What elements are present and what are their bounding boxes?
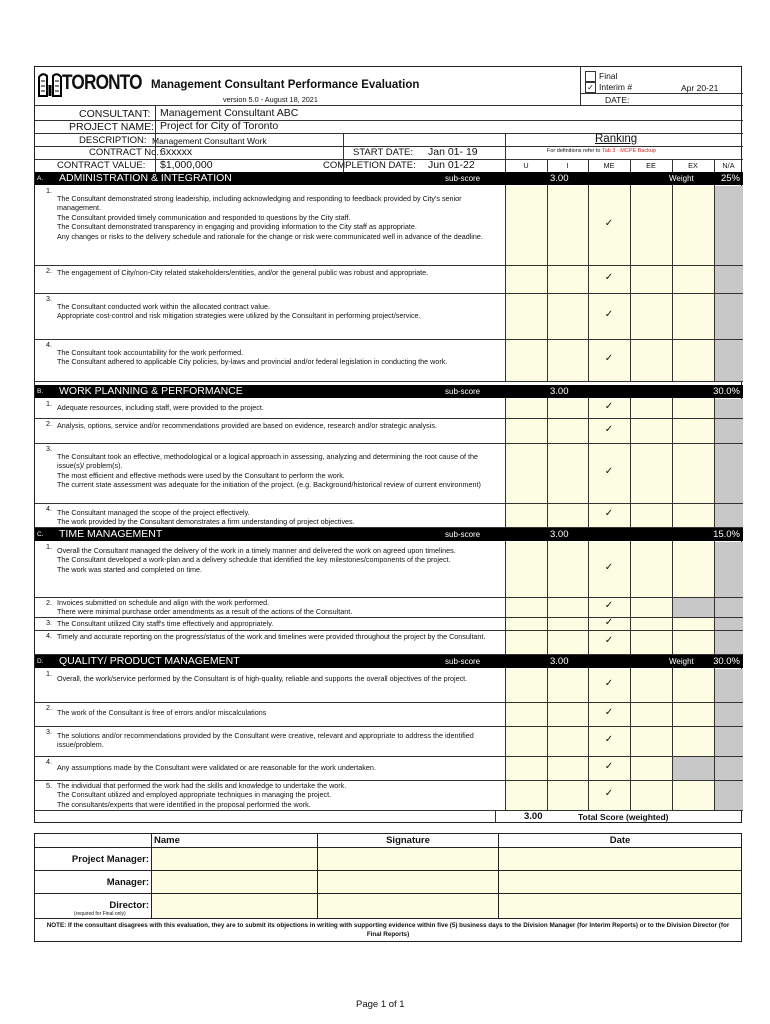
ranking-cell[interactable] bbox=[548, 294, 588, 339]
item-text: Adequate resources, including staff, were provided to the project. bbox=[57, 403, 264, 412]
item-number: 4. bbox=[46, 757, 52, 766]
final-checkbox[interactable] bbox=[585, 71, 596, 82]
ranking-cell[interactable] bbox=[506, 444, 547, 503]
ranking-cell[interactable] bbox=[548, 669, 588, 702]
col-signature: Signature bbox=[318, 834, 499, 848]
start-date-label: START DATE: bbox=[353, 147, 414, 158]
weight-value: 15.0% bbox=[713, 529, 740, 540]
ranking-cell[interactable] bbox=[631, 444, 672, 503]
weight-label: Weight bbox=[669, 657, 694, 666]
form-version: version 5.0 - August 18, 2021 bbox=[223, 95, 318, 104]
section-letter: C. bbox=[37, 531, 44, 538]
item-text: The Consultant took an effective, methodological or a logical approach in assessing, analyzing and determining the root cause of the issue(s)/ problem(s). The most efficient and effective methods were used by the Consultant to perform the work. The current state assessment was adequate for the initiation of the project. (e.g. Background/historical review of current environment) bbox=[57, 452, 481, 490]
ranking-cell[interactable] bbox=[548, 598, 588, 617]
toronto-logo bbox=[38, 70, 144, 98]
check-icon: ✓ bbox=[604, 761, 614, 772]
ranking-col-u: U bbox=[523, 161, 529, 170]
ranking-cell[interactable] bbox=[506, 618, 547, 630]
contract-value-value: $1,000,000 bbox=[160, 159, 213, 171]
ranking-title: Ranking bbox=[595, 133, 638, 145]
check-icon: ✓ bbox=[604, 707, 614, 718]
ranking-cell[interactable] bbox=[631, 186, 672, 265]
item-text: Overall the Consultant managed the delivery of the work in a timely manner and delivered the work on agreed upon timelines. The Consultant developed a work-plan and a delivery schedule that identified the key milestones/components of the project. The work was started and completed on time. bbox=[57, 546, 456, 574]
ranking-cell[interactable] bbox=[631, 542, 672, 597]
item-text: The Consultant demonstrated strong leadership, including acknowledging and responding to feedback provided by City's senior management. The Consultant provided timely communication and responded to questions by the City staff. The Consultant demonstrated transparency in engaging and providing information to the City staff as appropriate. Any changes or risks to the delivery schedule and rationale for the change or risk were communicated well in advance of the deadline. bbox=[57, 194, 483, 241]
ranking-cell[interactable] bbox=[548, 399, 588, 418]
item-text: Analysis, options, service and/or recommendations provided are based on evidence, research and/or strategic analysis. bbox=[57, 421, 437, 430]
weight-value: 30.0% bbox=[713, 656, 740, 667]
ranking-cell[interactable] bbox=[631, 504, 672, 527]
check-icon: ✓ bbox=[604, 353, 614, 364]
item-number: 5. bbox=[46, 781, 52, 790]
section-letter: B. bbox=[37, 388, 44, 395]
director-date-field[interactable] bbox=[499, 894, 742, 919]
ranking-cell[interactable] bbox=[506, 598, 547, 617]
subscore-label: sub-score bbox=[445, 387, 481, 396]
completion-date-value: Jun 01-22 bbox=[428, 159, 475, 171]
ranking-col-i: I bbox=[566, 161, 569, 170]
director-signature-field[interactable] bbox=[318, 894, 499, 919]
item-number: 4. bbox=[46, 340, 52, 349]
ranking-cell[interactable] bbox=[673, 598, 714, 617]
contract-value-label: CONTRACT VALUE: bbox=[57, 160, 146, 171]
check-icon: ✓ bbox=[604, 218, 614, 229]
item-text: The Consultant utilized City staff's time effectively and appropriately. bbox=[57, 619, 274, 628]
ranking-cell[interactable] bbox=[673, 703, 714, 726]
ranking-cell[interactable] bbox=[548, 781, 588, 810]
ranking-cell[interactable] bbox=[506, 631, 547, 654]
ranking-cell bbox=[715, 781, 743, 810]
ranking-cell bbox=[715, 504, 743, 527]
row-project-manager: Project Manager: bbox=[35, 848, 152, 871]
final-label: Final bbox=[599, 71, 618, 81]
ranking-cell[interactable] bbox=[506, 542, 547, 597]
ranking-cell[interactable] bbox=[548, 419, 588, 443]
subscore-value: 3.00 bbox=[550, 529, 569, 540]
item-number: 1. bbox=[46, 669, 52, 678]
item-number: 2. bbox=[46, 419, 52, 428]
ranking-cell[interactable] bbox=[548, 266, 588, 293]
director-label: Director: bbox=[109, 900, 149, 911]
item-text: The solutions and/or recommendations provided by the Consultant were creative, relevant and appropriate to address the identified issue/problem. bbox=[57, 731, 474, 750]
item-text: Timely and accurate reporting on the progress/status of the work and timelines were provided throughout the project by the Consultant. bbox=[57, 632, 486, 641]
section-title: TIME MANAGEMENT bbox=[59, 528, 163, 540]
ranking-cell[interactable] bbox=[631, 419, 672, 443]
ranking-cell[interactable] bbox=[548, 186, 588, 265]
ranking-cell[interactable] bbox=[673, 266, 714, 293]
ranking-cell[interactable] bbox=[506, 703, 547, 726]
subscore-value: 3.00 bbox=[550, 173, 569, 184]
pm-name-field[interactable] bbox=[152, 848, 318, 871]
ranking-cell bbox=[715, 266, 743, 293]
manager-signature-field[interactable] bbox=[318, 871, 499, 894]
ranking-cell[interactable] bbox=[631, 266, 672, 293]
subscore-value: 3.00 bbox=[550, 386, 569, 397]
ranking-cell[interactable] bbox=[673, 444, 714, 503]
ranking-note-link[interactable]: Tab 3 - MCPE Backup bbox=[601, 148, 657, 154]
date-label: DATE: bbox=[605, 95, 630, 105]
row-manager: Manager: bbox=[35, 871, 152, 894]
ranking-cell[interactable] bbox=[506, 399, 547, 418]
project-name-label: PROJECT NAME: bbox=[69, 121, 154, 133]
check-icon: ✓ bbox=[604, 734, 614, 745]
item-text: The Consultant managed the scope of the project effectively. The work provided by the Consultant demonstrates a firm understanding of project objectives. bbox=[57, 508, 355, 527]
pm-date-field[interactable] bbox=[499, 848, 742, 871]
ranking-cell[interactable] bbox=[631, 340, 672, 381]
interim-date: Apr 20-21 bbox=[681, 83, 719, 93]
disagreement-note: NOTE: If the consultant disagrees with this evaluation, they are to submit its objections in writing with supporting evidence within five (5) business days to the Division Manager (for Interim Reports) or to the Division Director (for Final Reports) bbox=[35, 919, 742, 942]
item-number: 3. bbox=[46, 444, 52, 453]
item-number: 1. bbox=[46, 542, 52, 551]
ranking-cell[interactable] bbox=[506, 419, 547, 443]
item-text: Overall, the work/service performed by the Consultant is of high-quality, reliable and supports the overall objectives of the project. bbox=[57, 674, 468, 683]
ranking-col-na: N/A bbox=[722, 161, 735, 170]
ranking-cell[interactable] bbox=[548, 444, 588, 503]
pm-signature-field[interactable] bbox=[318, 848, 499, 871]
ranking-cell[interactable] bbox=[673, 419, 714, 443]
ranking-cell bbox=[715, 186, 743, 265]
ranking-cell[interactable] bbox=[506, 294, 547, 339]
ranking-cell[interactable] bbox=[673, 631, 714, 654]
ranking-cell[interactable] bbox=[631, 631, 672, 654]
ranking-cell[interactable] bbox=[631, 781, 672, 810]
subscore-label: sub-score bbox=[445, 530, 481, 539]
signature-table bbox=[34, 833, 742, 942]
page-number: Page 1 of 1 bbox=[356, 999, 405, 1010]
section-title: ADMINISTRATION & INTEGRATION bbox=[59, 172, 232, 184]
check-icon: ✓ bbox=[604, 508, 614, 519]
item-text: The individual that performed the work had the skills and knowledge to undertake the work. The Consultant utilized and employed appropriate techniques in managing the project. The consultants/experts that were identified in the proposal performed the work. bbox=[57, 781, 347, 809]
item-number: 2. bbox=[46, 703, 52, 712]
ranking-note-text: For definitions refer to bbox=[547, 148, 602, 154]
ranking-col-ex: EX bbox=[688, 161, 698, 170]
weight-label: Weight bbox=[669, 174, 694, 183]
director-note: (required for Final only) bbox=[74, 911, 126, 917]
ranking-cell[interactable] bbox=[673, 340, 714, 381]
total-score-value: 3.00 bbox=[524, 811, 543, 822]
subscore-value: 3.00 bbox=[550, 656, 569, 667]
item-text: The Consultant conducted work within the allocated contract value. Appropriate cost-control and risk mitigation strategies were utilized by the Consultant in performing project/service. bbox=[57, 302, 421, 321]
ranking-cell[interactable] bbox=[631, 669, 672, 702]
col-name: Name bbox=[152, 834, 318, 848]
ranking-cell[interactable] bbox=[506, 266, 547, 293]
ranking-cell bbox=[715, 727, 743, 756]
ranking-cell[interactable] bbox=[673, 294, 714, 339]
item-text: The engagement of City/non-City related stakeholders/entities, and/or the general public was robust and appropriate. bbox=[57, 268, 429, 277]
item-number: 2. bbox=[46, 598, 52, 607]
item-number: 1. bbox=[46, 186, 52, 195]
form-title: Management Consultant Performance Evaluation bbox=[151, 79, 420, 91]
ranking-cell[interactable] bbox=[673, 399, 714, 418]
ranking-cell[interactable] bbox=[631, 618, 672, 630]
interim-checkbox[interactable]: ✓ bbox=[585, 82, 596, 93]
col-date: Date bbox=[499, 834, 742, 848]
ranking-cell[interactable] bbox=[631, 757, 672, 780]
ranking-cell[interactable] bbox=[673, 186, 714, 265]
ranking-cell[interactable] bbox=[631, 399, 672, 418]
weight-value: 25% bbox=[720, 173, 740, 184]
ranking-cell[interactable] bbox=[506, 340, 547, 381]
ranking-cell[interactable] bbox=[548, 703, 588, 726]
ranking-cell[interactable] bbox=[506, 781, 547, 810]
ranking-cell[interactable] bbox=[506, 504, 547, 527]
check-icon: ✓ bbox=[604, 401, 614, 412]
completion-date-label: COMPLETION DATE: bbox=[323, 160, 416, 171]
consultant-label: CONSULTANT: bbox=[79, 108, 151, 120]
ranking-cell bbox=[715, 444, 743, 503]
description-label: DESCRIPTION: bbox=[79, 135, 147, 146]
item-number: 4. bbox=[46, 631, 52, 640]
section-header bbox=[35, 655, 743, 668]
ranking-cell[interactable] bbox=[548, 757, 588, 780]
section-header bbox=[35, 385, 743, 398]
ranking-cell[interactable] bbox=[673, 618, 714, 630]
subscore-label: sub-score bbox=[445, 657, 481, 666]
check-icon: ✓ bbox=[604, 562, 614, 573]
ranking-cell[interactable] bbox=[506, 757, 547, 780]
ranking-cell[interactable] bbox=[631, 727, 672, 756]
check-icon: ✓ bbox=[604, 466, 614, 477]
ranking-col-ee: EE bbox=[646, 161, 656, 170]
ranking-cell[interactable] bbox=[506, 669, 547, 702]
ranking-cell bbox=[715, 542, 743, 597]
item-text: The work of the Consultant is free of errors and/or miscalculations bbox=[57, 708, 267, 717]
section-title: WORK PLANNING & PERFORMANCE bbox=[59, 385, 243, 397]
consultant-value: Management Consultant ABC bbox=[160, 107, 299, 119]
ranking-cell bbox=[715, 669, 743, 702]
contract-no-value: 6xxxxx bbox=[160, 146, 193, 158]
ranking-cell[interactable] bbox=[506, 186, 547, 265]
ranking-note bbox=[547, 148, 656, 154]
section-letter: D. bbox=[37, 658, 44, 665]
director-name-field[interactable] bbox=[152, 894, 318, 919]
city-hall-icon bbox=[38, 71, 62, 97]
total-score-label: Total Score (weighted) bbox=[578, 812, 669, 822]
section-header bbox=[35, 172, 743, 185]
check-icon: ✓ bbox=[604, 309, 614, 320]
ranking-cell bbox=[715, 598, 743, 617]
ranking-cell[interactable] bbox=[548, 631, 588, 654]
ranking-cell[interactable] bbox=[548, 727, 588, 756]
check-icon: ✓ bbox=[604, 272, 614, 283]
ranking-cell[interactable] bbox=[673, 781, 714, 810]
ranking-cell bbox=[715, 340, 743, 381]
ranking-cell[interactable] bbox=[631, 294, 672, 339]
ranking-cell[interactable] bbox=[506, 727, 547, 756]
check-icon: ✓ bbox=[604, 600, 614, 611]
project-name-value: Project for City of Toronto bbox=[160, 120, 279, 132]
ranking-cell bbox=[715, 399, 743, 418]
logo-wordmark: TORONTO bbox=[62, 71, 142, 94]
check-icon: ✓ bbox=[604, 423, 614, 435]
ranking-cell bbox=[715, 757, 743, 780]
item-text: Any assumptions made by the Consultant were validated or are reasonable for the work undertaken. bbox=[57, 763, 376, 772]
row-director bbox=[35, 894, 152, 919]
item-number: 3. bbox=[46, 618, 52, 627]
ranking-cell[interactable] bbox=[548, 340, 588, 381]
ranking-cell[interactable] bbox=[548, 504, 588, 527]
start-date-value: Jan 01- 19 bbox=[428, 146, 478, 158]
ranking-cell[interactable] bbox=[631, 703, 672, 726]
ranking-cell[interactable] bbox=[548, 618, 588, 630]
check-icon: ✓ bbox=[604, 616, 614, 628]
check-icon: ✓ bbox=[604, 635, 614, 646]
ranking-cell[interactable] bbox=[673, 504, 714, 527]
evaluation-form bbox=[34, 66, 742, 823]
item-text: The Consultant took accountability for the work performed. The Consultant adhered to applicable City policies, by-laws and provincial and/or federal legislation in conducting the work. bbox=[57, 348, 448, 367]
subscore-label: sub-score bbox=[445, 174, 481, 183]
item-number: 3. bbox=[46, 294, 52, 303]
ranking-cell[interactable] bbox=[673, 542, 714, 597]
description-value: Management Consultant Work bbox=[152, 136, 267, 146]
ranking-cell bbox=[715, 631, 743, 654]
manager-date-field[interactable] bbox=[499, 871, 742, 894]
ranking-cell bbox=[715, 703, 743, 726]
ranking-cell bbox=[715, 618, 743, 630]
item-number: 2. bbox=[46, 266, 52, 275]
ranking-col-me: ME bbox=[603, 161, 615, 170]
item-text: Invoices submitted on schedule and align with the work performed. There were minimal purchase order amendments as a result of the actions of the Consultant. bbox=[57, 598, 353, 617]
check-icon: ✓ bbox=[604, 788, 614, 799]
ranking-cell[interactable] bbox=[673, 669, 714, 702]
weight-value: 30.0% bbox=[713, 386, 740, 397]
manager-name-field[interactable] bbox=[152, 871, 318, 894]
item-number: 1. bbox=[46, 399, 52, 408]
ranking-cell bbox=[715, 419, 743, 443]
ranking-cell[interactable] bbox=[673, 727, 714, 756]
section-header bbox=[35, 528, 743, 541]
contract-no-label: CONTRACT No.: bbox=[89, 147, 162, 158]
ranking-cell[interactable] bbox=[631, 598, 672, 617]
section-letter: A. bbox=[37, 175, 44, 182]
item-number: 4. bbox=[46, 504, 52, 513]
item-number: 3. bbox=[46, 727, 52, 736]
check-icon: ✓ bbox=[604, 678, 614, 689]
section-title: QUALITY/ PRODUCT MANAGEMENT bbox=[59, 655, 240, 667]
ranking-cell[interactable] bbox=[673, 757, 714, 780]
interim-label: Interim # bbox=[599, 82, 633, 92]
ranking-cell[interactable] bbox=[548, 542, 588, 597]
ranking-cell bbox=[715, 294, 743, 339]
